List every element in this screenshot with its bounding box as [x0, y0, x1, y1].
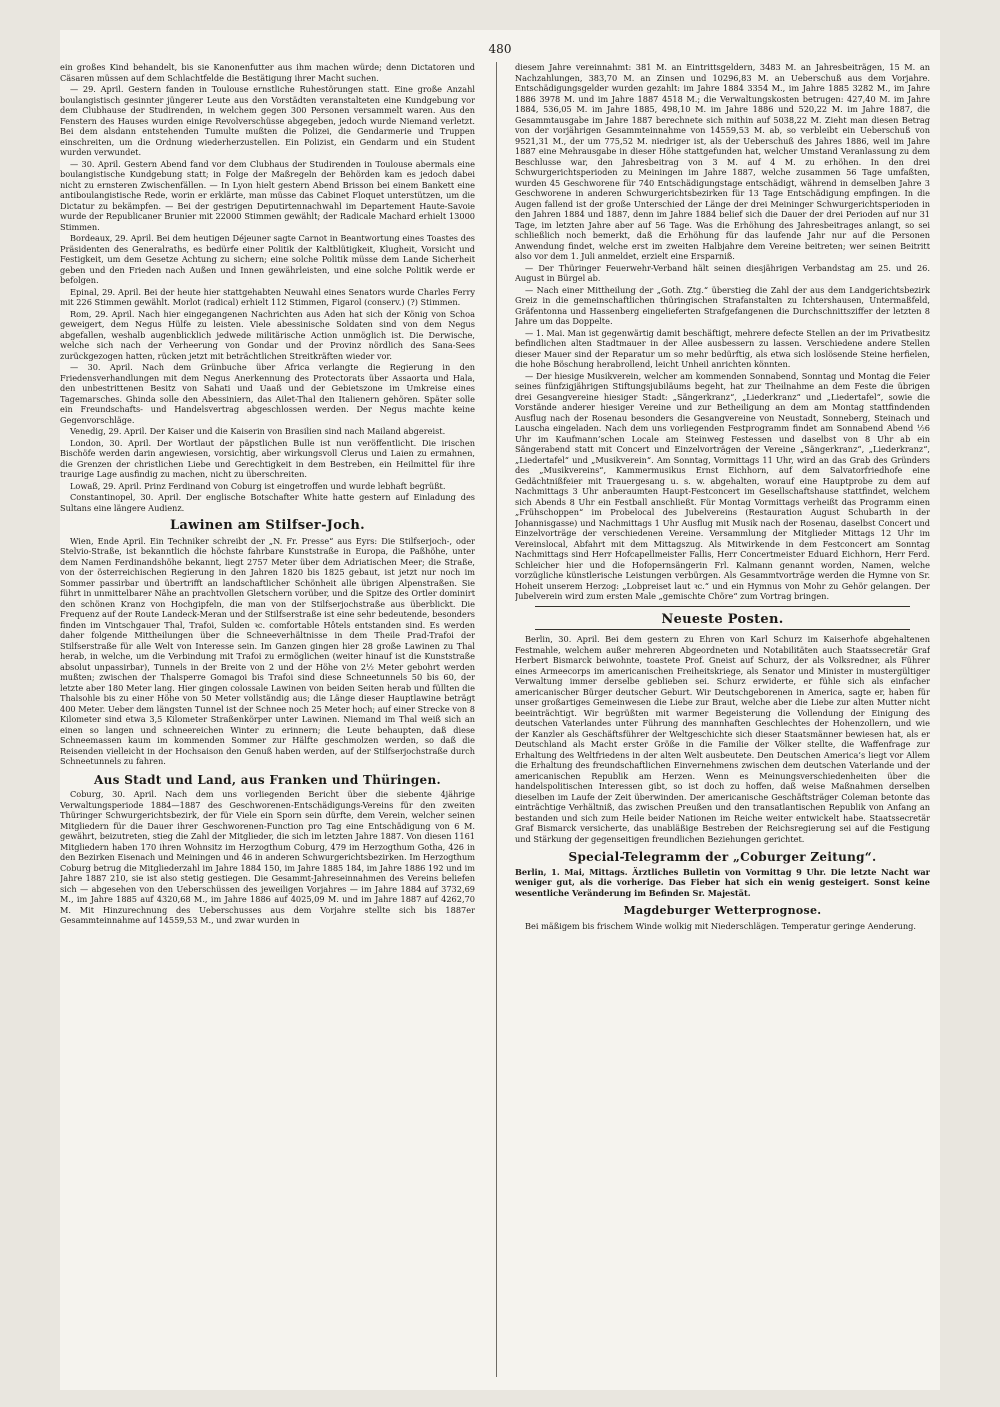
article-paragraph: — Der hiesige Musikverein, welcher am kommenden Sonnabend, Sonntag und Montag die Feier seines fünfzigjährigen Stiftungsjubiläums begeht, hat zur Theilnahme an dem Feste die übrigen drei Gesangvereine hiesiger Stadt: „Sängerkranz“, „Liederkranz“ und „Liedertafel“, sowie die Vorstände anderer hiesiger Vereine und zur Betheiligung an dem am Montag stattfindenden Ausflug nach der Rosenau besonders die Gesangvereine von Neustadt, Sonneberg, Steinach und Lauscha eingeladen. Nach dem uns vorliegenden Festprogramm findet am Sonnabend Abend ½6 Uhr im Kaufmann’schen Locale am Steinweg Festessen und daselbst von 8 Uhr ab ein Sängerabend statt mit Concert und Einzelvorträgen der Vereine „Sängerkranz“, „Liederkranz“, „Liedertafel“ und „Musikverein“. Am Sonntag, Vormittags 11 Uhr, wird an das Grab des Gründers des „Musikvereins“, Kammermusikus Ernst Eichhorn, auf dem Salvatorfriedhofe eine Gedächtnißfeier mit Trauergesang u. s. w. abgehalten, worauf eine Hauptprobe zu dem auf Nachmittags 3 Uhr anberaumten Haupt-Festconcert im Gesellschaftshause stattfindet, welchem sich Abends 8 Uhr ein Festball anschließt. Für Montag Vormittags verheißt das Programm einen „Frühschoppen“ im Probelocal des Jubelvereins (Restauration August Schubarth in der Johannisgasse) und Nachmittags 1 Uhr Ausflug mit Musik nach der Rosenau, daselbst Concert und Einzelvorträge der verschiedenen Vereine. Versammlung der Mitglieder Mittags 12 Uhr im Vereinslocal, Abfahrt mit dem Mittagszug. Als Mitwirkende in dem Festconcert am Sonntag Nachmittags sind Herr Hofcapellmeister Fallis, Herr Concertmeister Eduard Eichhorn, Herr Ferd. Schleicher hier und die Hofopernsängerin Frl. Kalmann genannt worden, Namen, welche vorzügliche künstlerische Leistungen verbürgen. Als Gesammtvorträge werden die Hymne von Sr. Hoheit unserem Herzog: „Lobpreiset laut ꝛc.“ und ein Hymnus von Mohr zu Gehör gelangen. Der Jubelverein wird zum ersten Male „gemischte Chöre“ zum Vortrag bringen. [515, 370, 930, 601]
article-paragraph: Epinal, 29. April. Bei der heute hier stattgehabten Neuwahl eines Senators wurde Charles Ferry mit 226 Stimmen gewählt. Morlot (radical) erhielt 112 Stimmen, Figarol (conserv.) (?) Stimmen. [60, 286, 475, 307]
article-paragraph: diesem Jahre vereinnahmt: 381 M. an Eintrittsgeldern, 3483 M. an Jahresbeiträgen, 15 M. an Nachzahlungen, 383,70 M. an Zinsen und 10296,83 M. an Ueberschuß aus dem Vorjahre. Entschädigungsgelder wurden gezahlt: im Jahre 1884 3354 M., im Jahre 1885 3282 M., im Jahre 1886 3978 M. und im Jahre 1887 4518 M.; die Verwaltungskosten betrugen: 427,40 M. im Jahre 1884, 536,05 M. im Jahre 1885, 498,10 M. im Jahre 1886 und 520,22 M. im Jahre 1887, die Gesammtausgabe im Jahre 1887 berechnete sich mithin auf 5038,22 M. Zieht man diesen Betrag von der vorjährigen Gesammteinnahme von 14559,53 M. ab, so verbleibt ein Ueberschuß von 9521,31 M., der um 775,52 M. niedriger ist, als der Ueberschuß des Jahres 1886, weil im Jahre 1887 eine Mehrausgabe in dieser Höhe stattgefunden hat, welcher Umstand Veranlassung zu dem Beschlusse war, den Jahresbeitrag von 3 M. auf 4 M. zu erhöhen. In den drei Schwurgerichtsperioden zu Meiningen im Jahre 1887, welche zusammen 56 Tage umfaßten, wurden 45 Geschworene für 740 Entschädigungstage entschädigt, während in demselben Jahre 3 Geschworene in anderen Schwurgerichtsbezirken für 13 Tage Entschädigung empfingen. In die Augen fallend ist der große Unterschied der Länge der drei Meininger Schwurgerichtsperioden in den Jahren 1884 und 1887, denn im Jahre 1884 belief sich die Dauer der drei Perioden auf nur 31 Tage, im letzten Jahre aber auf 56 Tage. Was die Erhöhung des Jahresbeitrages anlangt, so sei schließlich noch bemerkt, daß die Erhöhung für das laufende Jahr nur auf die Personen Anwendung findet, welche erst im zweiten Halbjahre dem Vereine beitreten; wer seinen Beitritt also vor dem 1. Juli anmeldet, erzielt eine Ersparniß. [515, 62, 930, 261]
article-paragraph: — 29. April. Gestern fanden in Toulouse ernstliche Ruhestörungen statt. Eine große Anzahl boulangistisch gesinnter jüngerer Leute aus den Vorstädten veranstalteten eine Kundgebung vor dem Clubhause der Studirenden, in welchem gegen 300 Personen versammelt waren. Aus den Fenstern des Hauses wurden einige Revolverschüsse abgegeben, jedoch wurde Niemand verletzt. Bei dem alsdann entstehenden Tumulte mußten die Polizei, die Gendarmerie und Truppen einschreiten, um die Ordnung wiederherzustellen. Ein Polizist, ein Gendarm und ein Student wurden verwundet. [60, 84, 475, 157]
article-paragraph: Bei mäßigem bis frischem Winde wolkig mit Niederschlägen. Temperatur geringe Aenderung. [525, 920, 917, 931]
page-number: 480 [488, 42, 512, 56]
article-paragraph: Coburg, 30. April. Nach dem uns vorliegenden Bericht über die siebente 4jährige Verwaltungsperiode 1884—1887 des Geschworenen-Entschädigungs-Vereins für den zweiten Thüringer Schwurgerichtsbezirk, der für Viele ein Sporn sein dürfte, dem Verein, welcher seinen Mitgliedern für die Dauer ihrer Geschworenen-Function pro Tag eine Entschädigung von 6 M. gewährt, beizutreten, stieg die Zahl der Mitglieder, die sich im letzten Jahre 1887. Von diesen 1161 Mitgliedern haben 170 ihren Wohnsitz im Herzogthum Coburg, 479 im Herzogthum Gotha, 426 in den Bezirken Eisenach und Meiningen und 46 in anderen Schwurgerichtsbezirken. Im Herzogthum Coburg betrug die Mitgliederzahl im Jahre 1884 150, im Jahre 1885 184, im Jahre 1886 192 und im Jahre 1887 210, sie ist also stetig gestiegen. Die Gesammt-Jahreseinnahmen des Vereins beliefen sich — abgesehen von den Ueberschüssen des jeweiligen Vorjahres — im Jahre 1884 auf 3732,69 M., im Jahre 1885 auf 4320,68 M., im Jahre 1886 auf 4025,09 M. und im Jahre 1887 auf 4262,70 M. Mit Hinzurechnung des Ueberschusses aus dem Vorjahre stellte sich bis 1887er Gesammteinnahme auf 14559,53 M., und zwar wurden in [60, 789, 475, 925]
section-heading-lawinen: Lawinen am Stilfser-Joch. [169, 518, 365, 533]
horizontal-rule [535, 606, 910, 607]
article-paragraph: Bordeaux, 29. April. Bei dem heutigen Déjeuner sagte Carnot in Beantwortung eines Toastes des Präsidenten des Generalraths, es bedürfe einer Politik der Kaltblütigkeit, Klugheit, Vorsicht und Festigkeit, um dem Gesetze Achtung zu sichern; eine solche Politik müsse dem Lande Sicherheit geben und den Frieden nach Außen und Innen gewährleisten, und eine solche Politik werde er befolgen. [60, 233, 475, 285]
article-paragraph: Lowaß, 29. April. Prinz Ferdinand von Coburg ist eingetroffen und wurde lebhaft begrüßt. [70, 480, 446, 491]
article-paragraph: Venedig, 29. April. Der Kaiser und die Kaiserin von Brasilien sind nach Mailand abgereist. [70, 426, 446, 436]
left-column [60, 62, 475, 1382]
article-paragraph: — 30. April. Nach dem Grünbuche über Africa verlangte die Regierung in den Friedensverhandlungen mit dem Negus Anerkennung des Protectorats über Assaorta und Hala, den unbestrittenen Besitz von Sahati und Uaaß und der Gebietszone im Umkreise eines Tagemarsches. Ghinda solle den Abessiniern, das Ailet-Thal den Italienern gehören. Später solle ein Freundschafts- und Handelsvertrag abgeschlossen werden. Der Negus machte keine Gegenvorschläge. [60, 362, 475, 425]
section-heading-neueste-posten: Neueste Posten. [661, 611, 784, 627]
column-divider [496, 62, 497, 1377]
article-paragraph: Constantinopel, 30. April. Der englische Botschafter White hatte gestern auf Einladung des Sultans eine längere Audienz. [60, 492, 475, 513]
right-column [515, 62, 930, 1382]
article-paragraph: Wien, Ende April. Ein Techniker schreibt der „N. Fr. Presse“ aus Eyrs: Die Stilfserjoch-, oder Stelvio-Straße, ist bekanntlich die höchste fahrbare Kunststraße in Europa, die Paßhöhe, unter dem Namen Ferdinandshöhe bekannt, liegt 2757 Meter über dem Adriatischen Meer; die Straße, von der österreichischen Regierung in den Jahren 1820 bis 1825 gebaut, ist jetzt nur noch im Sommer passirbar und übertrifft an landschaftlicher Schönheit alle übrigen Alpenstraßen. Sie führt in unmittelbarer Nähe an prachtvollen Gletschern vorüber, und die Spitze des Ortler dominirt den schönen Kranz von Hochgipfeln, die man von der Stilfserjochstraße aus überblickt. Die Frequenz auf der Route Landeck-Meran und der Stilfserstraße ist eine sehr bedeutende, besonders finden im Vintschgauer Thal, Trafoi, Sulden ꝛc. comfortable Hôtels entstanden sind. Es werden daher folgende Mittheilungen über die Schneeverhältnisse in dem Theile Prad-Trafoi der Stilfserstraße für alle Welt von Interesse sein. Im Ganzen gingen hier 28 große Lawinen zu Thal herab, in welche, um die Verbindung mit Trafoi zu ermöglichen (weiter hinauf ist die Kunststraße absolut unpassirbar), Tunnels in der Breite von 2 und der Höhe von 2½ Meter gebohrt werden mußten; zwischen der Thalsperre Gomagoi bis Trafoi sind diese Schneetunnels 50 bis 60, der letzte aber 180 Meter lang. Hier gingen colossale Lawinen von beiden Seiten herab und füllten die Thalsohle bis zu einer Höhe von 50 Meter vollständig aus; die Länge dieser Hauptlawine beträgt 400 Meter. Ueber dem längsten Tunnel ist der Schnee noch 25 Meter hoch; auf einer Strecke von 8 Kilometer sind etwa 3,5 Kilometer Straßenkörper unter Lawinen. Niemand im Thal weiß sich an einen so langen und schneereichen Winter zu erinnern; die Leute behaupten, daß diese Schneemassen kaum im kommenden Sommer zur Hälfte geschmolzen werden, so daß die Reisenden vielleicht in der Hochsaison den Genuß haben werden, auf der Stilfserjochstraße durch Schneetunnels zu fahren. [60, 535, 475, 766]
article-paragraph: — Nach einer Mittheilung der „Goth. Ztg.“ überstieg die Zahl der aus dem Landgerichtsbezirk Greiz in die gemeinschaftlichen thüringischen Strafanstalten zu Ichtershausen, Untermaßfeld, Gräfentonna und Hassenberg eingelieferten Strafgefangenen die Durchschnittsziffer der letzten 8 Jahre um das Doppelte. [515, 284, 930, 326]
horizontal-rule [535, 629, 910, 630]
section-heading-stadt-und-land: Aus Stadt und Land, aus Franken und Thüringen. [94, 772, 441, 787]
article-paragraph: ein großes Kind behandelt, bis sie Kanonenfutter aus ihm machen würde; denn Dictatoren und Cäsaren müssen auf dem Schlachtfelde die Bestätigung ihrer Macht suchen. [60, 62, 475, 83]
article-paragraph: — 30. April. Gestern Abend fand vor dem Clubhaus der Studirenden in Toulouse abermals eine boulangistische Kundgebung statt; in Folge der Maßregeln der Behörden kam es jedoch dabei nicht zu ernsteren Zwischenfällen. — In Lyon hielt gestern Abend Brisson bei einem Bankett eine antiboulangistische Rede, worin er erklärte, man müsse das Cabinet Floquet unterstützen, um die Dictatur zu bekämpfen. — Bei der gestrigen Deputirtennachwahl im Departement Haute-Savoie wurde der Republicaner Brunier mit 22000 Stimmen gewählt; der Radicale Machard erhielt 13000 Stimmen. [60, 158, 475, 232]
newspaper-page [60, 30, 940, 1390]
article-paragraph: London, 30. April. Der Wortlaut der päpstlichen Bulle ist nun veröffentlicht. Die irischen Bischöfe werden darin angewiesen, vorsichtig, aber wirkungsvoll Clerus und Laien zu ermahnen, die Grenzen der christlichen Liebe und Gerechtigkeit in dem Bestreben, ein Heilmittel für ihre traurige Lage ausfindig zu machen, nicht zu überschreiten. [60, 437, 475, 479]
article-paragraph: — 1. Mai. Man ist gegenwärtig damit beschäftigt, mehrere defecte Stellen an der im Privatbesitz befindlichen alten Stadtmauer in der Allee ausbessern zu lassen. Verschiedene andere Stellen dieser Mauer sind der Reparatur um so mehr bedürftig, als etwa sich loslösende Steine herfielen, die hohe Böschung herabrollend, leicht Unheil anrichten könnten. [515, 327, 930, 369]
telegram-text: Berlin, 1. Mai, Mittags. Ärztliches Bulletin von Vormittag 9 Uhr. Die letzte Nacht war weniger gut, als die vorherige. Das Fieber hat sich ein wenig gesteigert. Sonst keine wesentliche Veränderung im Befinden Sr. Majestät. [515, 866, 930, 898]
article-paragraph: Rom, 29. April. Nach hier eingegangenen Nachrichten aus Aden hat sich der König von Schoa geweigert, dem Negus Hülfe zu leisten. Viele abessinische Soldaten sind von dem Negus abgefallen, weshalb augenblicklich jedwede militärische Action unmöglich ist. Die Derwische, welche sich nach der Verheerung von Gondar und der Provinz nördlich des Sana-Sees zurückgezogen hatten, rücken jetzt mit beträchtlichen Streitkräften wieder vor. [60, 308, 475, 361]
section-heading-special-telegramm: Special-Telegramm der „Coburger Zeitung“. [568, 850, 877, 864]
article-paragraph: — Der Thüringer Feuerwehr-Verband hält seinen diesjährigen Verbandstag am 25. und 26. August in Bürgel ab. [515, 262, 930, 283]
section-heading-wetterprognose: Magdeburger Wetterprognose. [623, 904, 822, 917]
article-paragraph: Berlin, 30. April. Bei dem gestern zu Ehren von Karl Schurz im Kaiserhofe abgehaltenen Festmahle, welchem außer mehreren Abgeordneten und Notabilitäten auch Staatssecretär Graf Herbert Bismarck beiwohnte, toastete Prof. Gneist auf Schurz, der als Volksredner, als Führer eines Armeecorps im americanischen Freiheitskriege, als Senator und Minister in mustergültiger Verwaltung immer derselbe geblieben sei. Schurz erwiderte, er fühle sich als einfacher americanischer Bürger deutscher Geburt. Wir Deutschgeborenen in America, sagte er, haben für unser großartiges Gemeinwesen die Liebe zur Braut, welche aber die Liebe zur alten Mutter nicht beeinträchtigt. Wir begrüßten mit warmer Begeisterung die Vollendung der Einigung des deutschen Vaterlandes unter Führung des mannhaften Geschlechtes der Hohenzollern, und wie der Kanzler als Geschäftsführer der Weltgeschichte sich dieser Staatsmänner bewiesen hat, als er Deutschland als Macht erster Größe in die Familie der Völker stellte, die Waffenfrage zur Erhaltung des Weltfriedens in der alten Welt ausbeutete. Den Deutschen America’s liegt vor Allem die Erhaltung des freundschaftlichen Einvernehmens zwischen dem deutschen Vaterlande und der americanischen Republik am Herzen. Wenn es Meinungsverschiedenheiten über die handelspolitischen Interessen gibt, so ist doch zu hoffen, daß weise Maßnahmen derselben dieselben im Laufe der Zeit überwinden. Der americanische Geschäftsträger Coleman betonte das einträchtige Verhältniß, das zwischen Preußen und den transatlantischen Republik von Anfang an bestanden und sich zum Heile beider Nationen im Reiche weiter entwickelt habe. Staatssecretär Graf Bismarck versicherte, das unabläßige Bestreben der Reichsregierung sei auf die Festigung und Stärkung der gegenseitigen freundlichen Beziehungen gerichtet. [515, 634, 930, 844]
